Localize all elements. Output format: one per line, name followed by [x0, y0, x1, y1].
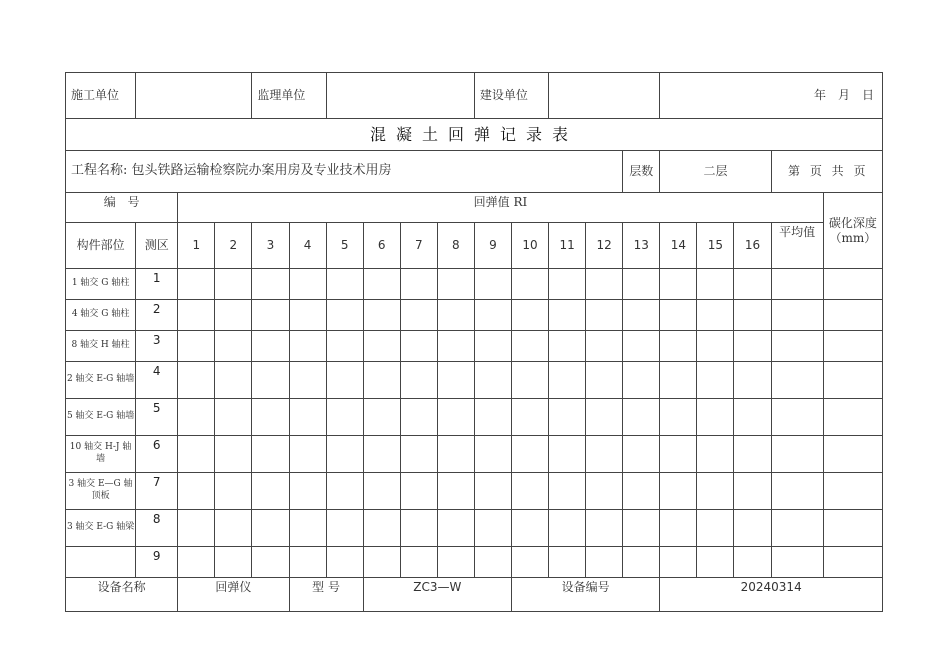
rebound-value-cell[interactable] [586, 362, 623, 399]
rebound-value-cell[interactable] [697, 473, 734, 510]
rebound-value-cell[interactable] [252, 269, 289, 300]
point-header: 13 [623, 223, 660, 269]
rebound-value-cell[interactable] [215, 436, 252, 473]
rebound-value-cell[interactable] [474, 399, 511, 436]
point-header: 5 [326, 223, 363, 269]
rebound-value-cell[interactable] [252, 300, 289, 331]
average-cell[interactable] [771, 436, 823, 473]
rebound-value-cell[interactable] [734, 510, 771, 547]
equipment-no-label: 设备编号 [511, 578, 659, 612]
rebound-value-cell[interactable] [400, 510, 437, 547]
rebound-value-cell[interactable] [437, 510, 474, 547]
rebound-value-cell[interactable] [289, 269, 326, 300]
point-header: 15 [697, 223, 734, 269]
rebound-value-cell[interactable] [363, 473, 400, 510]
supervision-unit-label: 监理单位 [252, 73, 326, 119]
rebound-value-cell[interactable] [511, 547, 548, 578]
rebound-value-cell[interactable] [289, 362, 326, 399]
average-cell[interactable] [771, 547, 823, 578]
rebound-value-cell[interactable] [474, 269, 511, 300]
rebound-value-cell[interactable] [363, 362, 400, 399]
rebound-value-cell[interactable] [734, 331, 771, 362]
test-area-cell: 8 [136, 510, 178, 547]
table-row [66, 510, 883, 547]
rebound-value-cell[interactable] [586, 510, 623, 547]
average-header: 平均值 [771, 223, 823, 269]
table-row [66, 473, 883, 510]
member-location-cell[interactable]: 3 轴交 E-G 轴梁 [66, 510, 136, 547]
date-day: 日 [861, 88, 874, 102]
rebound-value-cell[interactable] [437, 300, 474, 331]
test-area-cell: 4 [136, 362, 178, 399]
rebound-value-cell[interactable] [326, 269, 363, 300]
carbonation-depth-cell[interactable] [823, 510, 882, 547]
rebound-value-cell[interactable] [289, 510, 326, 547]
owner-unit-label: 建设单位 [474, 73, 548, 119]
equipment-no-value[interactable]: 20240314 [660, 578, 883, 612]
rebound-value-cell[interactable] [400, 300, 437, 331]
rebound-value-cell[interactable] [400, 331, 437, 362]
rebound-value-cell[interactable] [586, 473, 623, 510]
point-header: 10 [511, 223, 548, 269]
equipment-name-label: 设备名称 [66, 578, 178, 612]
table-row [66, 300, 883, 331]
rebound-value-cell[interactable] [326, 399, 363, 436]
rebound-value-cell[interactable] [734, 473, 771, 510]
rebound-value-cell[interactable] [549, 399, 586, 436]
rebound-value-cell[interactable] [289, 331, 326, 362]
rebound-value-cell[interactable] [400, 362, 437, 399]
member-location-cell[interactable]: 8 轴交 H 轴柱 [66, 331, 136, 362]
carbonation-depth-cell[interactable] [823, 269, 882, 300]
rebound-value-cell[interactable] [549, 547, 586, 578]
rebound-value-cell[interactable] [511, 300, 548, 331]
rebound-value-cell[interactable] [697, 510, 734, 547]
data-rows [66, 269, 883, 578]
rebound-value-cell[interactable] [660, 331, 697, 362]
rebound-value-cell[interactable] [437, 399, 474, 436]
rebound-record-table [65, 72, 883, 612]
rebound-value-cell[interactable] [511, 331, 548, 362]
rebound-value-cell[interactable] [437, 362, 474, 399]
member-location-cell[interactable]: 5 轴交 E-G 轴墙 [66, 399, 136, 436]
point-header: 11 [549, 223, 586, 269]
rebound-value-cell[interactable] [326, 510, 363, 547]
test-area-header: 测区 [136, 223, 178, 269]
rebound-value-cell[interactable] [252, 399, 289, 436]
point-header: 4 [289, 223, 326, 269]
rebound-value-cell[interactable] [215, 300, 252, 331]
rebound-value-cell[interactable] [400, 269, 437, 300]
project-row [66, 151, 883, 193]
id-group-header: 编 号 [66, 193, 178, 223]
rebound-value-cell[interactable] [252, 436, 289, 473]
rebound-value-cell[interactable] [623, 510, 660, 547]
rebound-value-cell[interactable] [474, 510, 511, 547]
point-header: 8 [437, 223, 474, 269]
rebound-value-cell[interactable] [437, 547, 474, 578]
rebound-value-cell[interactable] [623, 300, 660, 331]
point-header: 6 [363, 223, 400, 269]
rebound-value-cell[interactable] [623, 399, 660, 436]
rebound-value-cell[interactable] [326, 362, 363, 399]
rebound-value-cell[interactable] [734, 269, 771, 300]
construction-unit-label: 施工单位 [66, 73, 136, 119]
rebound-value-cell[interactable] [400, 547, 437, 578]
rebound-value-cell[interactable] [215, 547, 252, 578]
project-name: 工程名称: 包头铁路运输检察院办案用房及专业技术用房 [66, 151, 623, 193]
rebound-value-cell[interactable] [660, 436, 697, 473]
rebound-value-cell[interactable] [660, 547, 697, 578]
rebound-value-cell[interactable] [178, 362, 215, 399]
rebound-value-cell[interactable] [511, 436, 548, 473]
rebound-value-cell[interactable] [252, 510, 289, 547]
rebound-value-cell[interactable] [474, 473, 511, 510]
rebound-value-cell[interactable] [215, 473, 252, 510]
rebound-value-cell[interactable] [734, 399, 771, 436]
table-row [66, 436, 883, 473]
rebound-value-cell[interactable] [215, 510, 252, 547]
table-row [66, 362, 883, 399]
carbonation-depth-cell[interactable] [823, 399, 882, 436]
rebound-value-cell[interactable] [511, 399, 548, 436]
rebound-value-cell[interactable] [363, 547, 400, 578]
rebound-value-cell[interactable] [437, 331, 474, 362]
rebound-value-cell[interactable] [215, 362, 252, 399]
rebound-value-cell[interactable] [511, 269, 548, 300]
carbonation-depth-cell[interactable] [823, 300, 882, 331]
rebound-value-cell[interactable] [623, 547, 660, 578]
rebound-value-cell[interactable] [252, 473, 289, 510]
carbonation-depth-cell[interactable] [823, 362, 882, 399]
rebound-value-cell[interactable] [215, 331, 252, 362]
rebound-value-cell[interactable] [363, 269, 400, 300]
rebound-value-cell[interactable] [697, 331, 734, 362]
rebound-value-cell[interactable] [586, 331, 623, 362]
form-title: 混凝土回弹记录表 [66, 119, 883, 151]
rebound-value-cell[interactable] [178, 510, 215, 547]
point-header: 3 [252, 223, 289, 269]
rebound-value-cell[interactable] [215, 269, 252, 300]
point-header: 1 [178, 223, 215, 269]
rebound-value-cell[interactable] [215, 399, 252, 436]
rebound-value-cell[interactable] [252, 547, 289, 578]
table-row [66, 269, 883, 300]
point-header: 14 [660, 223, 697, 269]
column-header-row [66, 223, 883, 269]
rebound-value-cell[interactable] [178, 399, 215, 436]
rebound-value-cell[interactable] [549, 362, 586, 399]
rebound-value-cell[interactable] [549, 269, 586, 300]
rebound-value-cell[interactable] [549, 436, 586, 473]
rebound-value-cell[interactable] [623, 331, 660, 362]
rebound-value-cell[interactable] [289, 300, 326, 331]
rebound-value-cell[interactable] [623, 269, 660, 300]
member-location-cell[interactable] [66, 547, 136, 578]
rebound-value-cell[interactable] [289, 399, 326, 436]
equipment-name-value[interactable]: 回弹仪 [178, 578, 289, 612]
rebound-value-cell[interactable] [623, 473, 660, 510]
rebound-group-header: 回弹值 RI [178, 193, 823, 223]
rebound-value-cell[interactable] [623, 436, 660, 473]
rebound-value-cell[interactable] [734, 547, 771, 578]
rebound-value-cell[interactable] [511, 362, 548, 399]
owner-unit-field[interactable] [549, 73, 660, 119]
rebound-value-cell[interactable] [697, 362, 734, 399]
rebound-value-cell[interactable] [623, 362, 660, 399]
rebound-value-cell[interactable] [734, 300, 771, 331]
test-area-cell: 5 [136, 399, 178, 436]
rebound-value-cell[interactable] [734, 362, 771, 399]
rebound-value-cell[interactable] [363, 331, 400, 362]
rebound-value-cell[interactable] [549, 510, 586, 547]
rebound-value-cell[interactable] [697, 269, 734, 300]
rebound-value-cell[interactable] [363, 300, 400, 331]
rebound-value-cell[interactable] [734, 436, 771, 473]
equipment-row [66, 578, 883, 612]
member-location-cell[interactable]: 3 轴交 E—G 轴顶板 [66, 473, 136, 510]
rebound-value-cell[interactable] [252, 362, 289, 399]
rebound-value-cell[interactable] [660, 399, 697, 436]
point-header: 2 [215, 223, 252, 269]
rebound-value-cell[interactable] [586, 547, 623, 578]
rebound-value-cell[interactable] [178, 547, 215, 578]
rebound-value-cell[interactable] [437, 436, 474, 473]
rebound-value-cell[interactable] [660, 473, 697, 510]
rebound-value-cell[interactable] [586, 269, 623, 300]
rebound-value-cell[interactable] [178, 436, 215, 473]
rebound-value-cell[interactable] [660, 300, 697, 331]
rebound-value-cell[interactable] [437, 473, 474, 510]
rebound-value-cell[interactable] [660, 510, 697, 547]
supervision-unit-field[interactable] [326, 73, 474, 119]
rebound-value-cell[interactable] [400, 399, 437, 436]
member-location-cell[interactable]: 1 轴交 G 轴柱 [66, 269, 136, 300]
member-location-cell[interactable]: 4 轴交 G 轴柱 [66, 300, 136, 331]
rebound-value-cell[interactable] [549, 300, 586, 331]
rebound-value-cell[interactable] [697, 399, 734, 436]
construction-unit-field[interactable] [136, 73, 252, 119]
floor-value[interactable]: 二层 [660, 151, 771, 193]
table-row [66, 399, 883, 436]
rebound-value-cell[interactable] [474, 362, 511, 399]
rebound-value-cell[interactable] [474, 436, 511, 473]
rebound-value-cell[interactable] [289, 436, 326, 473]
rebound-value-cell[interactable] [511, 473, 548, 510]
rebound-value-cell[interactable] [363, 510, 400, 547]
rebound-value-cell[interactable] [474, 331, 511, 362]
model-label: 型 号 [289, 578, 363, 612]
carbonation-depth-cell[interactable] [823, 547, 882, 578]
rebound-value-cell[interactable] [660, 269, 697, 300]
table-row [66, 331, 883, 362]
rebound-value-cell[interactable] [549, 473, 586, 510]
test-area-cell: 7 [136, 473, 178, 510]
rebound-value-cell[interactable] [289, 547, 326, 578]
page-count: 第 页 共 页 [771, 151, 882, 193]
rebound-value-cell[interactable] [326, 300, 363, 331]
test-area-cell: 6 [136, 436, 178, 473]
date-field[interactable] [660, 73, 883, 119]
rebound-value-cell[interactable] [549, 331, 586, 362]
table-row [66, 547, 883, 578]
average-cell[interactable] [771, 399, 823, 436]
test-area-cell: 9 [136, 547, 178, 578]
average-cell[interactable] [771, 510, 823, 547]
rebound-value-cell[interactable] [697, 300, 734, 331]
carbonation-depth-cell[interactable] [823, 331, 882, 362]
rebound-value-cell[interactable] [697, 547, 734, 578]
date-year: 年 [813, 88, 826, 102]
rebound-value-cell[interactable] [400, 436, 437, 473]
title-row [66, 119, 883, 151]
rebound-value-cell[interactable] [586, 436, 623, 473]
carbonation-depth-cell[interactable] [823, 436, 882, 473]
test-area-cell: 1 [136, 269, 178, 300]
carbonation-depth-cell[interactable] [823, 473, 882, 510]
rebound-value-cell[interactable] [474, 300, 511, 331]
point-header: 16 [734, 223, 771, 269]
rebound-value-cell[interactable] [178, 473, 215, 510]
rebound-value-cell[interactable] [400, 473, 437, 510]
date-month: 月 [837, 88, 850, 102]
rebound-value-cell[interactable] [178, 269, 215, 300]
model-value[interactable]: ZC3—W [363, 578, 511, 612]
average-cell[interactable] [771, 331, 823, 362]
rebound-value-cell[interactable] [660, 362, 697, 399]
rebound-value-cell[interactable] [511, 510, 548, 547]
header-info-row [66, 73, 883, 119]
test-area-cell: 3 [136, 331, 178, 362]
test-area-cell: 2 [136, 300, 178, 331]
rebound-value-cell[interactable] [326, 331, 363, 362]
point-header: 9 [474, 223, 511, 269]
rebound-value-cell[interactable] [326, 547, 363, 578]
carbonation-depth-header: 碳化深度（mm） [823, 193, 882, 269]
member-location-header: 构件部位 [66, 223, 136, 269]
rebound-value-cell[interactable] [363, 399, 400, 436]
rebound-value-cell[interactable] [586, 300, 623, 331]
point-header: 12 [586, 223, 623, 269]
rebound-value-cell[interactable] [326, 436, 363, 473]
column-group-row [66, 193, 883, 223]
floor-label: 层数 [623, 151, 660, 193]
rebound-value-cell[interactable] [178, 300, 215, 331]
rebound-value-cell[interactable] [252, 331, 289, 362]
rebound-value-cell[interactable] [289, 473, 326, 510]
point-header: 7 [400, 223, 437, 269]
average-cell[interactable] [771, 473, 823, 510]
rebound-value-cell[interactable] [586, 399, 623, 436]
average-cell[interactable] [771, 300, 823, 331]
average-cell[interactable] [771, 362, 823, 399]
rebound-value-cell[interactable] [178, 331, 215, 362]
rebound-value-cell[interactable] [474, 547, 511, 578]
average-cell[interactable] [771, 269, 823, 300]
rebound-value-cell[interactable] [363, 436, 400, 473]
rebound-value-cell[interactable] [697, 436, 734, 473]
rebound-value-cell[interactable] [326, 473, 363, 510]
member-location-cell[interactable]: 10 轴交 H-J 轴墙 [66, 436, 136, 473]
member-location-cell[interactable]: 2 轴交 E-G 轴墙 [66, 362, 136, 399]
rebound-value-cell[interactable] [437, 269, 474, 300]
